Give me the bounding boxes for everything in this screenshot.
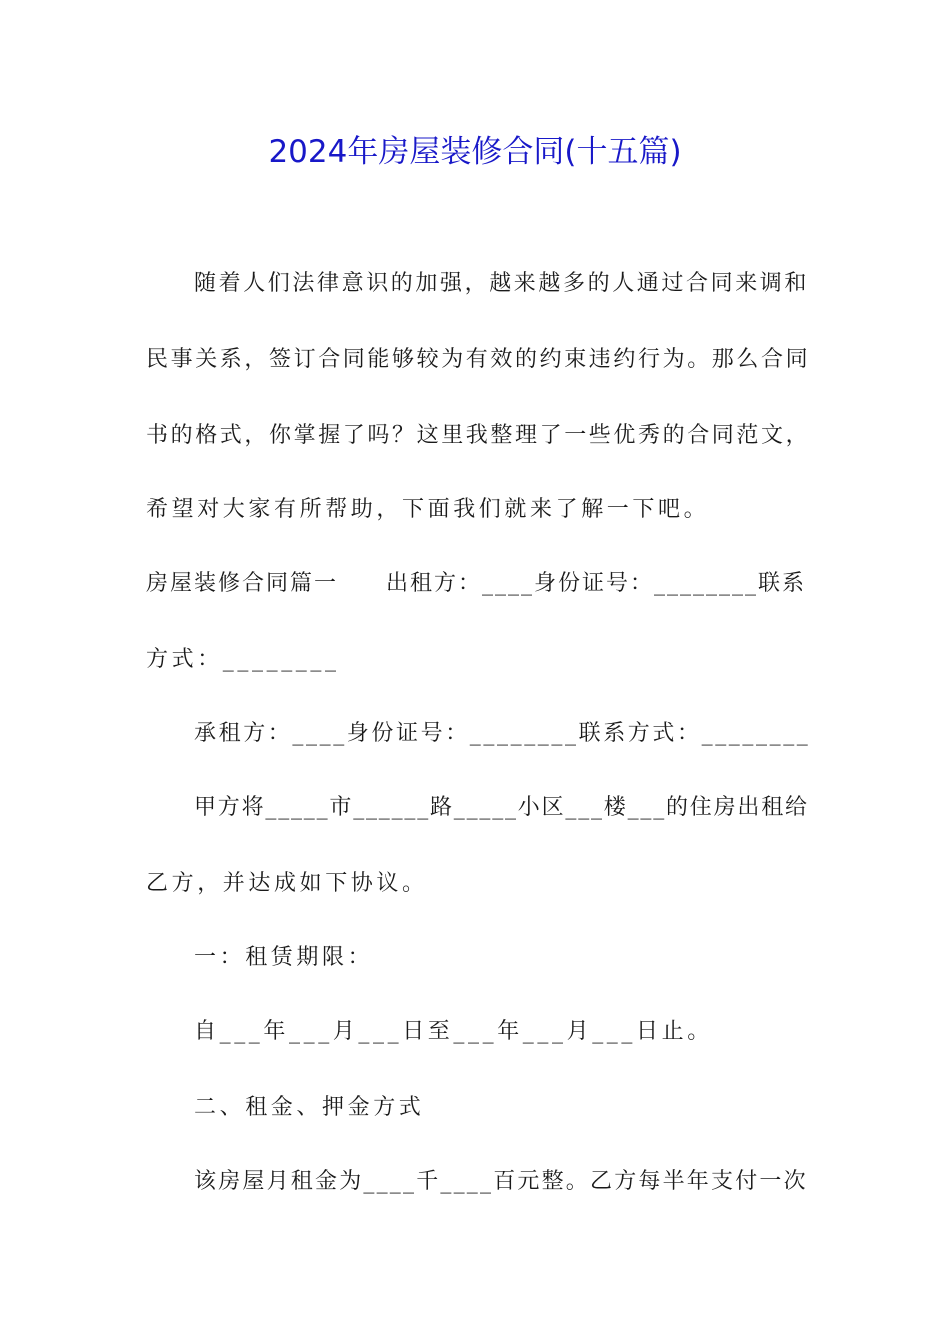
- paragraph-intro-line-4: 希望对大家有所帮助，下面我们就来了解一下吧。: [146, 497, 710, 522]
- lease-term-line: 自___年___月___日至___年___月___日止。: [194, 1019, 713, 1044]
- lessor-contact-line: 方式：________: [146, 647, 340, 672]
- rent-line: 该房屋月租金为____千____百元整。乙方每半年支付一次: [194, 1169, 808, 1194]
- contract-heading-lessor-line: 房屋装修合同篇一 出租方：____身份证号：________联系: [146, 571, 807, 596]
- paragraph-intro-line-2: 民事关系，签订合同能够较为有效的约束违约行为。那么合同: [146, 347, 811, 372]
- lessee-line: 承租方：____身份证号：________联系方式：________: [194, 721, 811, 746]
- paragraph-intro-line-1: 随着人们法律意识的加强，越来越多的人通过合同来调和: [194, 271, 810, 296]
- property-line-2: 乙方，并达成如下协议。: [146, 871, 428, 896]
- property-line-1: 甲方将_____市______路_____小区___楼___的住房出租给: [194, 795, 809, 820]
- section-rent-deposit-heading: 二、租金、押金方式: [194, 1095, 425, 1120]
- section-lease-term-heading: 一：租赁期限：: [194, 945, 374, 970]
- document-title: 2024年房屋装修合同(十五篇): [268, 134, 682, 170]
- paragraph-intro-line-3: 书的格式，你掌握了吗？这里我整理了一些优秀的合同范文，: [146, 423, 811, 448]
